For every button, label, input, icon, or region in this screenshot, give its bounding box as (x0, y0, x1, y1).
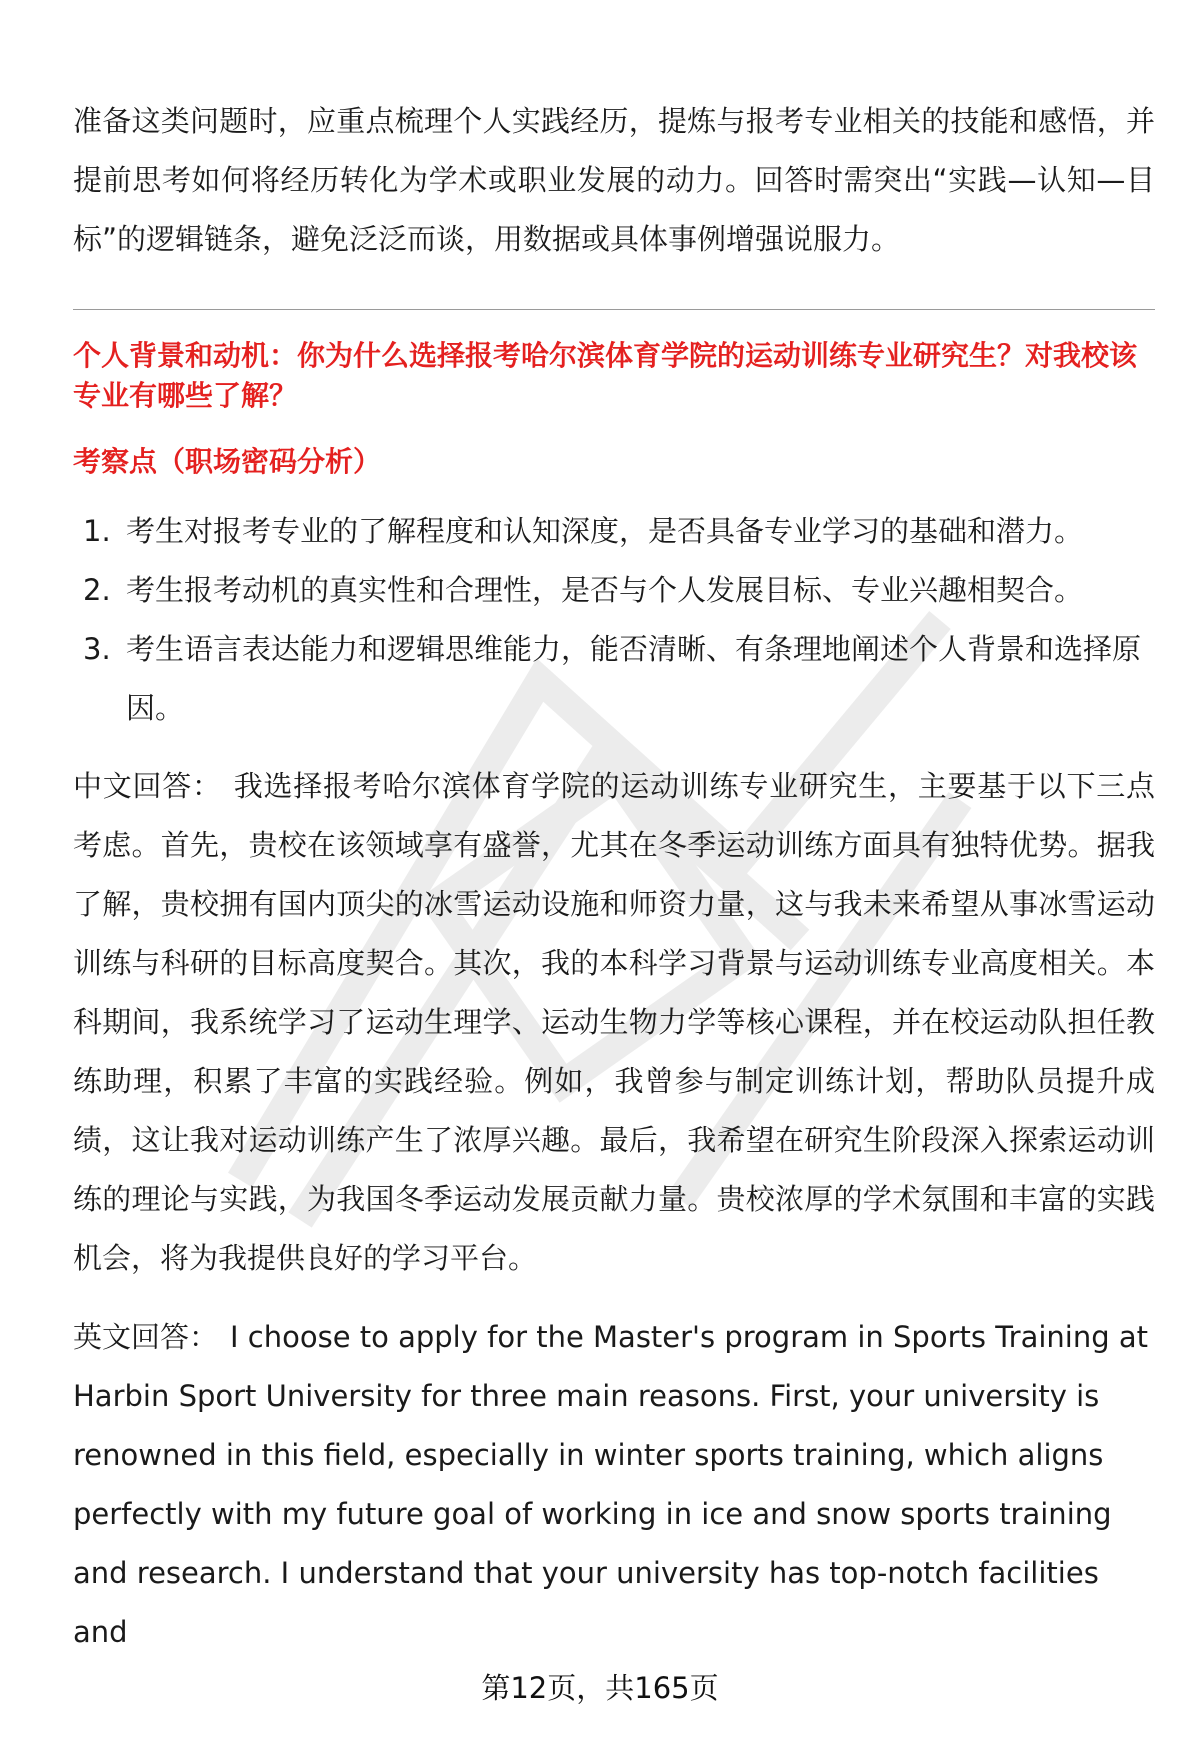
points-heading: 考察点（职场密码分析） (73, 445, 382, 478)
section-divider (73, 309, 1155, 310)
question-heading: 个人背景和动机：你为什么选择报考哈尔滨体育学院的运动训练专业研究生？对我校该专业有哪些了解？ (73, 339, 1138, 412)
intro-paragraph: 准备这类问题时，应重点梳理个人实践经历，提炼与报考专业相关的技能和感悟，并提前思考如何将经历转化为学术或职业发展的动力。回答时需突出“实践—认知—目标”的逻辑链条，避免泛泛而谈，用数据或具体事例增强说服力。 (73, 104, 1155, 256)
list-item-text: 考生语言表达能力和逻辑思维能力，能否清晰、有条理地阐述个人背景和选择原因。 (126, 632, 1142, 725)
list-item-number: 2. (83, 573, 111, 607)
list-item-text: 考生对报考专业的了解程度和认知深度，是否具备专业学习的基础和潜力。 (126, 514, 1084, 548)
english-answer-text: I choose to apply for the Master's program in Sports Training at Harbin Sport University for three main reasons. First, your university is renowned in this field, especially in winter sports training, which aligns perfectly with my future goal of working in ice and snow sports training and research. I understand that your university has top-notch facilities and (73, 1320, 1148, 1649)
document-page (73, 92, 1155, 1682)
english-answer (73, 1308, 1155, 1662)
chinese-answer-text: 我选择报考哈尔滨体育学院的运动训练专业研究生，主要基于以下三点考虑。首先，贵校在该领域享有盛誉，尤其在冬季运动训练方面具有独特优势。据我了解，贵校拥有国内顶尖的冰雪运动设施和师资力量，这与我未来希望从事冰雪运动训练与科研的目标高度契合。其次，我的本科学习背景与运动训练专业高度相关。本科期间，我系统学习了运动生理学、运动生物力学等核心课程，并在校运动队担任教练助理，积累了丰富的实践经验。例如，我曾参与制定训练计划，帮助队员提升成绩，这让我对运动训练产生了浓厚兴趣。最后，我希望在研究生阶段深入探索运动训练的理论与实践，为我国冬季运动发展贡献力量。贵校浓厚的学术氛围和丰富的实践机会，将为我提供良好的学习平台。 (73, 769, 1155, 1275)
list-item (73, 561, 1155, 620)
chinese-answer (73, 757, 1155, 1288)
list-item-number: 3. (83, 632, 111, 666)
list-item-number: 1. (83, 514, 111, 548)
points-list (73, 502, 1155, 738)
chinese-answer-label: 中文回答： (73, 769, 222, 803)
list-item-text: 考生报考动机的真实性和合理性，是否与个人发展目标、专业兴趣相契合。 (126, 573, 1084, 607)
list-item (73, 620, 1155, 738)
list-item (73, 502, 1155, 561)
page-number-footer: 第12页，共165页 (481, 1671, 719, 1705)
english-answer-label: 英文回答： (73, 1320, 219, 1354)
